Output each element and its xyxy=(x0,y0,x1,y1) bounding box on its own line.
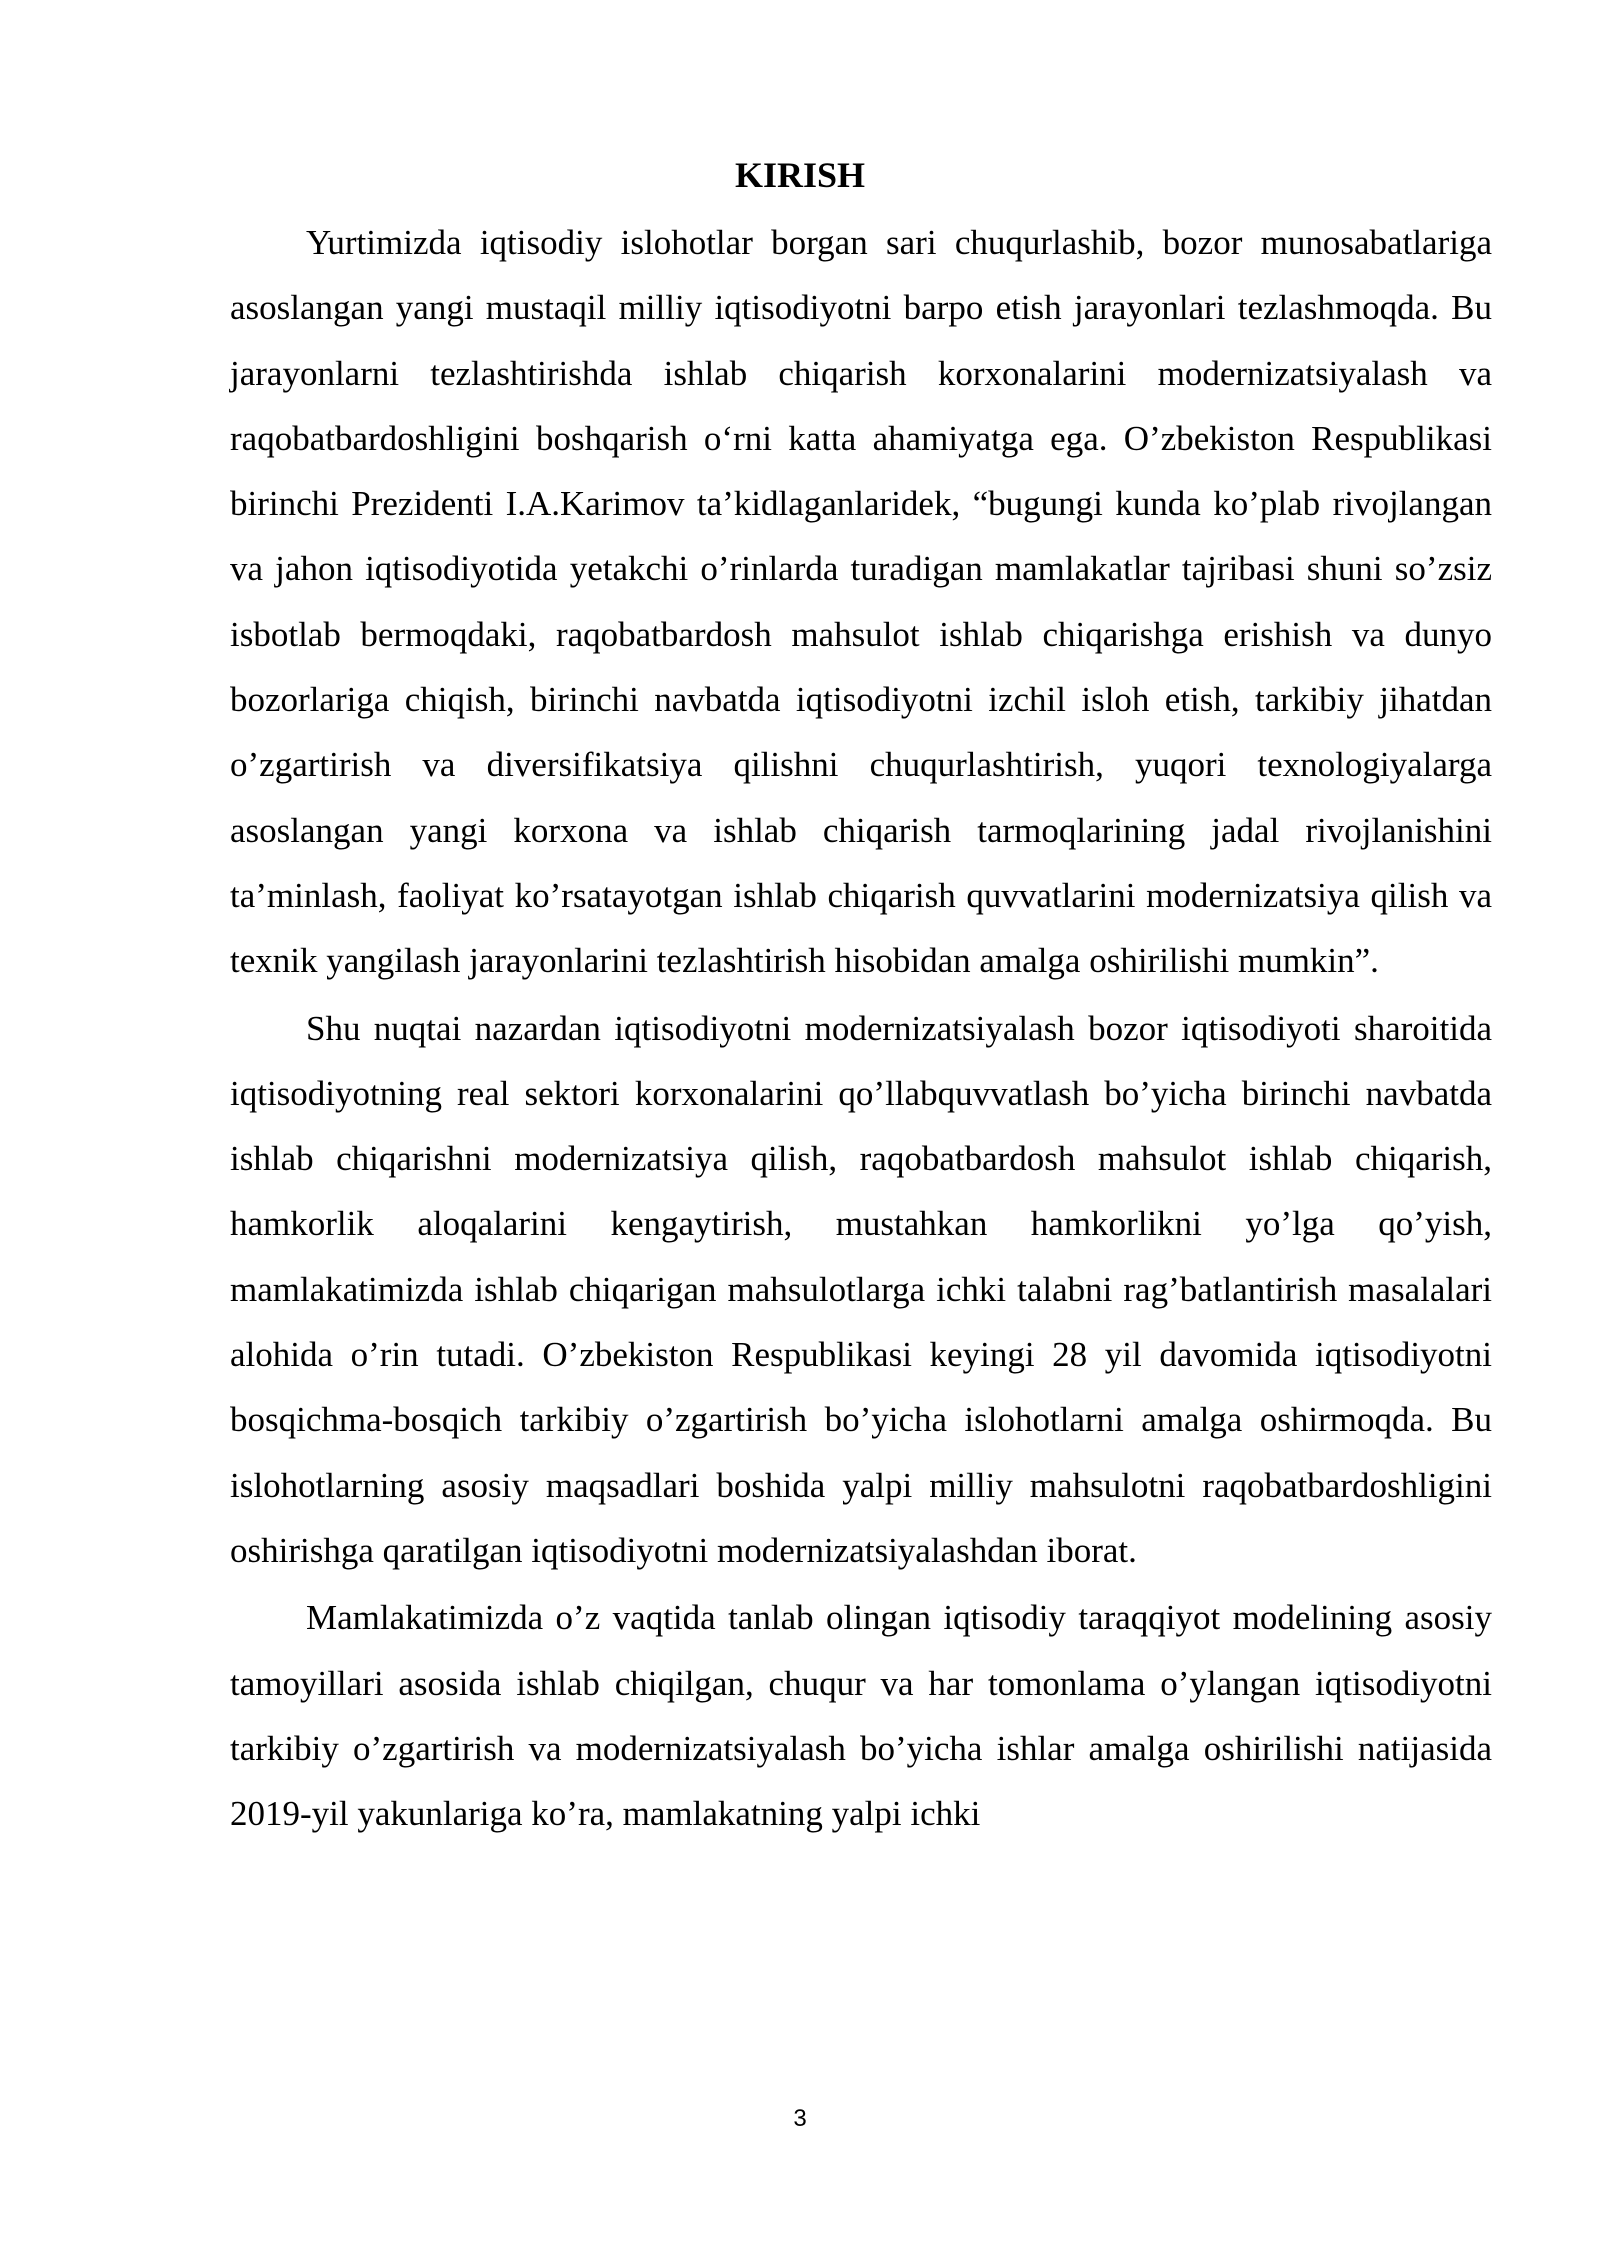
paragraph: Shu nuqtai nazardan iqtisodiyotni modernizatsiyalash bozor iqtisodiyoti sharoitida iqtisodiyotning real sektori korxonalarini qo’llabquvvatlash bo’yicha birinchi navbatda ishlab chiqarishni modernizatsiya qilish, raqobatbardosh mahsulot ishlab chiqarish, hamkorlik aloqalarini kengaytirish, mustahkan hamkorlikni yo’lga qo’yish, mamlakatimizda ishlab chiqarigan mahsulotlarga ichki talabni rag’batlantirish masalalari alohida o’rin tutadi. O’zbekiston Respublikasi keyingi 28 yil davomida iqtisodiyotni bosqichma-bosqich tarkibiy o’zgartirish bo’yicha islohotlarni amalga oshirmoqda. Bu islohotlarning asosiy maqsadlari boshida yalpi milliy mahsulotni raqobatbardoshligini oshirishga qaratilgan iqtisodiyotni modernizatsiyalashdan iborat. xyxy=(230,1008,1492,1570)
page-title: KIRISH xyxy=(734,155,866,195)
page-number: 3 xyxy=(793,2105,807,2132)
paragraph: Yurtimizda iqtisodiy islohotlar borgan sari chuqurlashib, bozor munosabatlariga asoslangan yangi mustaqil milliy iqtisodiyotni barpo etish jarayonlari tezlashmoqda. Bu jarayonlarni tezlashtirishda ishlab chiqarish korxonalarini modernizatsiyalash va raqobatbardoshligini boshqarish o‘rni katta ahamiyatga ega. O’zbekiston Respublikasi birinchi Prezidenti I.A.Karimov ta’kidlaganlaridek, “bugungi kunda ko’plab rivojlangan va jahon iqtisodiyotida yetakchi o’rinlarda turadigan mamlakatlar tajribasi shuni so’zsiz isbotlab bermoqdaki, raqobatbardosh mahsulot ishlab chiqarishga erishish va dunyo bozorlariga chiqish, birinchi navbatda iqtisodiyotni izchil isloh etish, tarkibiy jihatdan o’zgartirish va diversifikatsiya qilishni chuqurlashtirish, yuqori texnologiyalarga asoslangan yangi korxona va ishlab chiqarish tarmoqlarining jadal rivojlanishini ta’minlash, faoliyat ko’rsatayotgan ishlab chiqarish quvvatlarini modernizatsiya qilish va texnik yangilash jarayonlarini tezlashtirish hisobidan amalga oshirilishi mumkin”. xyxy=(230,223,1492,981)
body-text xyxy=(230,210,1492,1846)
paragraph: Mamlakatimizda o’z vaqtida tanlab olingan iqtisodiy taraqqiyot modelining asosiy tamoyillari asosida ishlab chiqilgan, chuqur va har tomonlama o’ylangan iqtisodiyotni tarkibiy o’zgartirish va modernizatsiyalash bo’yicha ishlar amalga oshirilishi natijasida 2019-yil yakunlariga ko’ra, mamlakatning yalpi ichki xyxy=(230,1598,1492,1834)
